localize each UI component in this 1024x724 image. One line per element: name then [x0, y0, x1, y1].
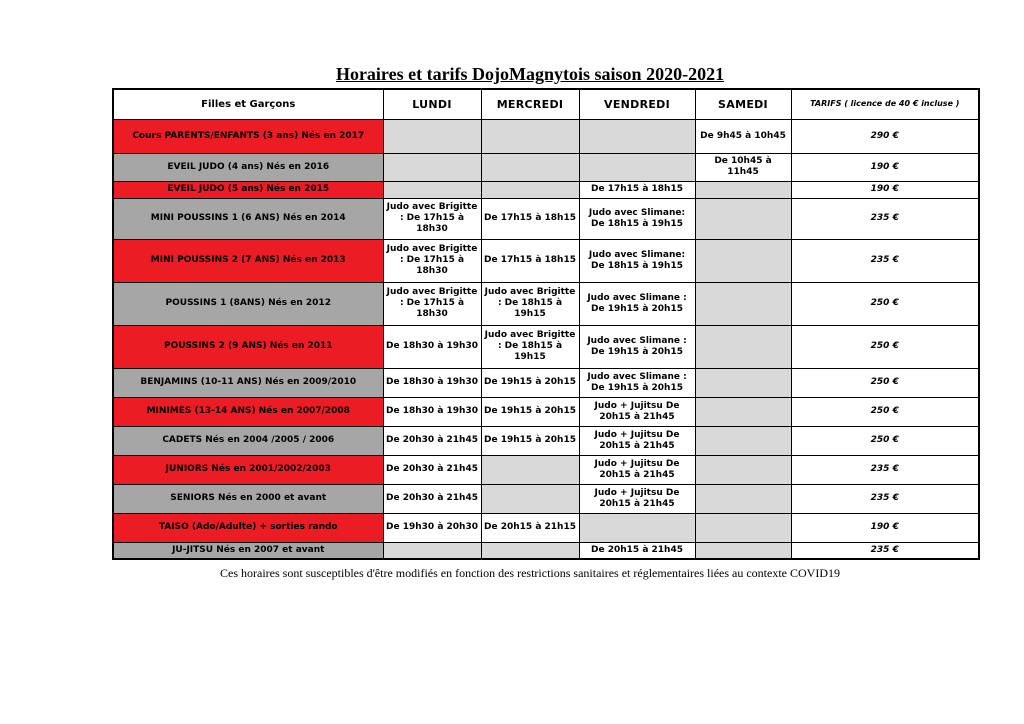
table-row: [113, 282, 979, 325]
samedi-cell: [695, 542, 791, 559]
mercredi-cell: De 20h15 à 21h15: [481, 513, 579, 542]
lundi-cell: Judo avec Brigitte : De 17h15 à 18h30: [383, 282, 481, 325]
header-tarifs: TARIFS ( licence de 40 € incluse ): [791, 89, 979, 119]
tarif-cell: 250 €: [791, 368, 979, 397]
mercredi-cell: De 17h15 à 18h15: [481, 239, 579, 282]
header-vendredi: VENDREDI: [579, 89, 695, 119]
group-cell: SENIORS Nés en 2000 et avant: [113, 484, 383, 513]
mercredi-cell: Judo avec Brigitte : De 18h15 à 19h15: [481, 325, 579, 368]
mercredi-cell: De 19h15 à 20h15: [481, 368, 579, 397]
tarif-cell: 190 €: [791, 513, 979, 542]
table-row: [113, 119, 979, 153]
lundi-cell: [383, 181, 481, 198]
group-cell: EVEIL JUDO (5 ans) Nés en 2015: [113, 181, 383, 198]
tarif-cell: 235 €: [791, 484, 979, 513]
lundi-cell: De 20h30 à 21h45: [383, 484, 481, 513]
samedi-cell: De 10h45 à 11h45: [695, 153, 791, 181]
vendredi-cell: Judo + Jujitsu De 20h15 à 21h45: [579, 455, 695, 484]
table-row: [113, 513, 979, 542]
vendredi-cell: Judo avec Slimane : De 19h15 à 20h15: [579, 368, 695, 397]
lundi-cell: [383, 542, 481, 559]
lundi-cell: Judo avec Brigitte : De 17h15 à 18h30: [383, 239, 481, 282]
lundi-cell: De 20h30 à 21h45: [383, 455, 481, 484]
vendredi-cell: [579, 513, 695, 542]
header-group: Filles et Garçons: [113, 89, 383, 119]
vendredi-cell: [579, 153, 695, 181]
table-row: [113, 153, 979, 181]
mercredi-cell: [481, 455, 579, 484]
group-cell: JUNIORS Nés en 2001/2002/2003: [113, 455, 383, 484]
samedi-cell: [695, 239, 791, 282]
tarif-cell: 190 €: [791, 153, 979, 181]
page-title: Horaires et tarifs DojoMagnytois saison 2020-2021: [335, 64, 725, 84]
mercredi-cell: De 19h15 à 20h15: [481, 397, 579, 426]
group-cell: POUSSINS 1 (8ANS) Nés en 2012: [113, 282, 383, 325]
vendredi-cell: De 20h15 à 21h45: [579, 542, 695, 559]
mercredi-cell: [481, 153, 579, 181]
header-lundi: LUNDI: [383, 89, 481, 119]
table-row: [113, 484, 979, 513]
tarif-cell: 250 €: [791, 426, 979, 455]
header-row: [113, 89, 979, 119]
tarif-cell: 250 €: [791, 397, 979, 426]
vendredi-cell: Judo avec Slimane : De 19h15 à 20h15: [579, 282, 695, 325]
samedi-cell: [695, 198, 791, 239]
samedi-cell: De 9h45 à 10h45: [695, 119, 791, 153]
tarif-cell: 235 €: [791, 198, 979, 239]
samedi-cell: [695, 282, 791, 325]
samedi-cell: [695, 397, 791, 426]
group-cell: JU-JITSU Nés en 2007 et avant: [113, 542, 383, 559]
table-row: [113, 198, 979, 239]
group-cell: EVEIL JUDO (4 ans) Nés en 2016: [113, 153, 383, 181]
lundi-cell: De 20h30 à 21h45: [383, 426, 481, 455]
samedi-cell: [695, 368, 791, 397]
mercredi-cell: Judo avec Brigitte : De 18h15 à 19h15: [481, 282, 579, 325]
vendredi-cell: Judo avec Slimane: De 18h15 à 19h15: [579, 239, 695, 282]
mercredi-cell: De 17h15 à 18h15: [481, 198, 579, 239]
vendredi-cell: Judo + Jujitsu De 20h15 à 21h45: [579, 397, 695, 426]
table-row: [113, 181, 979, 198]
table-row: [113, 426, 979, 455]
vendredi-cell: De 17h15 à 18h15: [579, 181, 695, 198]
table-row: [113, 368, 979, 397]
group-cell: CADETS Nés en 2004 /2005 / 2006: [113, 426, 383, 455]
header-mercredi: MERCREDI: [481, 89, 579, 119]
group-cell: BENJAMINS (10-11 ANS) Nés en 2009/2010: [113, 368, 383, 397]
header-samedi: SAMEDI: [695, 89, 791, 119]
vendredi-cell: Judo + Jujitsu De 20h15 à 21h45: [579, 426, 695, 455]
mercredi-cell: [481, 119, 579, 153]
table-row: [113, 397, 979, 426]
tarif-cell: 235 €: [791, 542, 979, 559]
vendredi-cell: Judo avec Slimane : De 19h15 à 20h15: [579, 325, 695, 368]
lundi-cell: De 18h30 à 19h30: [383, 325, 481, 368]
group-cell: TAISO (Ado/Adulte) + sorties rando: [113, 513, 383, 542]
table-row: [113, 239, 979, 282]
table-row: [113, 455, 979, 484]
tarif-cell: 235 €: [791, 455, 979, 484]
lundi-cell: [383, 153, 481, 181]
table-row: [113, 542, 979, 559]
tarif-cell: 235 €: [791, 239, 979, 282]
group-cell: MINI POUSSINS 1 (6 ANS) Nés en 2014: [113, 198, 383, 239]
samedi-cell: [695, 325, 791, 368]
samedi-cell: [695, 513, 791, 542]
vendredi-cell: Judo avec Slimane: De 18h15 à 19h15: [579, 198, 695, 239]
samedi-cell: [695, 426, 791, 455]
samedi-cell: [695, 455, 791, 484]
lundi-cell: Judo avec Brigitte : De 17h15 à 18h30: [383, 198, 481, 239]
lundi-cell: [383, 119, 481, 153]
mercredi-cell: [481, 484, 579, 513]
tarif-cell: 250 €: [791, 282, 979, 325]
schedule-table: [112, 88, 980, 560]
group-cell: POUSSINS 2 (9 ANS) Nés en 2011: [113, 325, 383, 368]
footnote: Ces horaires sont susceptibles d'être modifiés en fonction des restrictions sanitaires et réglementaires liées au contexte COVID19: [220, 566, 840, 580]
mercredi-cell: De 19h15 à 20h15: [481, 426, 579, 455]
samedi-cell: [695, 484, 791, 513]
tarif-cell: 290 €: [791, 119, 979, 153]
lundi-cell: De 18h30 à 19h30: [383, 397, 481, 426]
group-cell: MINI POUSSINS 2 (7 ANS) Nés en 2013: [113, 239, 383, 282]
tarif-cell: 190 €: [791, 181, 979, 198]
lundi-cell: De 19h30 à 20h30: [383, 513, 481, 542]
tarif-cell: 250 €: [791, 325, 979, 368]
lundi-cell: De 18h30 à 19h30: [383, 368, 481, 397]
group-cell: Cours PARENTS/ENFANTS (3 ans) Nés en 2017: [113, 119, 383, 153]
mercredi-cell: [481, 542, 579, 559]
vendredi-cell: [579, 119, 695, 153]
mercredi-cell: [481, 181, 579, 198]
vendredi-cell: Judo + Jujitsu De 20h15 à 21h45: [579, 484, 695, 513]
samedi-cell: [695, 181, 791, 198]
table-row: [113, 325, 979, 368]
group-cell: MINIMES (13-14 ANS) Nés en 2007/2008: [113, 397, 383, 426]
